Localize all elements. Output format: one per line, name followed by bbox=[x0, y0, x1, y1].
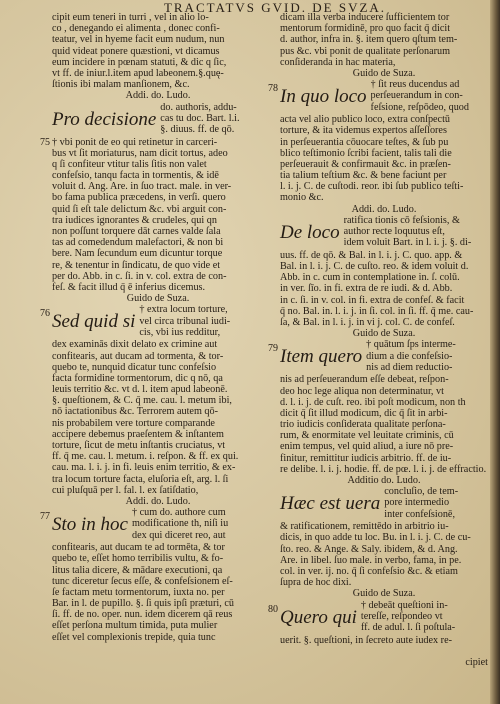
author-heading: Guido de Suza. bbox=[352, 67, 416, 79]
text-line: † ſit reus ducendus ad bbox=[370, 79, 460, 91]
section-78b-opening bbox=[280, 215, 488, 250]
addition-heading: Addi. do. Ludo. bbox=[351, 203, 417, 215]
text-line: ſto. reo. & Ange. & Saly. ibidem, & d. Ang. bbox=[280, 543, 458, 555]
text-line: col. in ver. ij. no. q̄ ſi confeſsio &c. & etiam bbox=[280, 565, 458, 577]
section-78b-caption: De loco bbox=[280, 221, 340, 243]
text-line: in ver. ſīo. in fi. extra de re iudi. & d. Abb. bbox=[280, 283, 453, 295]
text-line: dicit q̄ ſit illud modicum, dic q̄ ſit in arbi- bbox=[280, 407, 448, 419]
text-line: §. queſtionem, & C. q̄ me. cau. l. metum ibi, bbox=[52, 395, 232, 407]
text-line: ff. de adul. l. ſi poſtula- bbox=[360, 621, 456, 633]
text-line: dicam illa verba inducere ſufficientem tor bbox=[280, 12, 450, 23]
text-line: ſupra de hoc dixi. bbox=[280, 577, 352, 589]
text-line: feſ. & facit illud q̄ ē inferius dicemus. bbox=[52, 281, 206, 293]
running-head: TRACTATVS GVID. DE SVZA. bbox=[163, 0, 387, 15]
section-77-caption: Sto in hoc bbox=[52, 514, 128, 536]
text-line: tra locum torture facta, eluſoria eſt, arg. l. ſi bbox=[52, 473, 229, 485]
text-line: perſeuerauit & confirmauit &c. in præſen- bbox=[280, 158, 451, 170]
section-76-caption: Sed quid si bbox=[52, 311, 136, 333]
text-line: blico teſtimonio ſcribi facient, talis tali die bbox=[280, 147, 452, 159]
text-line: per do. Abb. in c. ſi. in v. col. extra de con- bbox=[52, 270, 227, 282]
text-line: tas ad comedendum malefactori, & non bi bbox=[52, 237, 224, 249]
text-line: tia talium teſtium &c. & bene faciunt per bbox=[280, 170, 447, 182]
text-line: co , denegando ei alimenta , donec confi- bbox=[52, 23, 220, 35]
text-line: q̄ no. Bal. in. l. i. j. in ſi. col. in ſi. ff. q̄ me. cau- bbox=[280, 305, 474, 317]
addition-heading: Addi. do. Ludo. bbox=[125, 495, 191, 507]
text-line: † quātum ſps interme- bbox=[366, 339, 456, 351]
text-line: pus &c. vbi ponit de qualitate perſonarum bbox=[280, 45, 451, 57]
margin-number-78: 78 bbox=[268, 83, 278, 95]
section-78-caption: In quo loco bbox=[280, 86, 367, 108]
text-line: l. i. j. C. de cuſtodi. reor. ibi ſub publico teſti- bbox=[280, 181, 464, 193]
text-line: nis probabilem vere torture comparande bbox=[52, 417, 215, 429]
text-line: tra iudices ignorantes & crudeles, qui qn bbox=[52, 214, 217, 226]
text-line: author recte loquutus eſt, bbox=[343, 226, 445, 237]
text-line: eſſet vel complexionis trepide, quia tunc bbox=[52, 631, 216, 643]
text-line: ſe factam metu tormentorum, iuxta no. per bbox=[52, 586, 225, 598]
author-heading: Guido de Suza. bbox=[352, 588, 416, 600]
text-line: re, & tenentur in ſindicatu, de quo vide et bbox=[52, 259, 221, 271]
addition-heading: Additio do. Ludo. bbox=[347, 475, 421, 486]
text-line: ſi. ff. de no. oper. nun. idem dicerem qā reus bbox=[52, 609, 233, 621]
section-79-caption: Item quero bbox=[280, 346, 363, 368]
text-line: nō iactationibus &c. Terrorem autem qō- bbox=[52, 406, 219, 418]
author-heading: Guido de Suza. bbox=[126, 293, 190, 305]
text-line: leuis territio &c. vt d. l. item apud labeonē. bbox=[52, 384, 228, 396]
section-80a-opening bbox=[280, 486, 488, 521]
text-line: conſideranda in hac materia, bbox=[280, 56, 396, 68]
text-line: eſſet perſona multum timida, puta mulier bbox=[52, 620, 218, 632]
left-column bbox=[40, 12, 264, 702]
text-line: † cum do. authore cum bbox=[132, 507, 226, 519]
text-line: in perſeuerantia cōuocare teſtes, & ſub pu bbox=[280, 136, 449, 148]
text-line: concluſio, de tem- bbox=[384, 486, 459, 498]
text-line: idem voluit Bart. in l. i. j. §. di- bbox=[343, 237, 472, 249]
text-line: ratifica tionis cō feſsionis, & bbox=[343, 214, 460, 226]
text-line: nis ad diem reductio- bbox=[366, 361, 453, 373]
text-line: dium a die confeſsio- bbox=[366, 350, 453, 362]
text-line: quid videat ponere quæstioni, vt dicamus bbox=[52, 45, 220, 57]
section-76-opening bbox=[40, 304, 264, 339]
text-line: acta vel alio publico loco, extra conſpectū bbox=[280, 114, 451, 126]
margin-number-80: 80 bbox=[268, 603, 278, 615]
text-line: q ſi confiteur vtitur talis ſitis non valet bbox=[52, 158, 207, 170]
text-line: in c. ſi. in v. col. in fi. extra de confeſ. & facit bbox=[280, 294, 465, 306]
text-line: quebo te, eſſet homo terribilis vultu, & fo- bbox=[52, 553, 224, 565]
text-line: cas tu doc. Bart. l.i. bbox=[160, 112, 240, 124]
text-line: † debeāt queſtioni in- bbox=[360, 599, 448, 611]
text-line: inter confeſsionē, bbox=[384, 508, 455, 520]
right-column bbox=[268, 12, 488, 702]
text-line: cipit eum teneri in turri , vel in alio lo- bbox=[52, 12, 209, 23]
text-line: cau. ma. l. i. j. in fi. leuis enim territio, & ex- bbox=[52, 462, 236, 474]
text-line: dex qui diceret reo, aut bbox=[132, 529, 226, 541]
text-line: torture, & ita videmus expertos aſſeſſores bbox=[280, 125, 447, 137]
text-line: tereſſe, reſpondeo vt bbox=[360, 610, 443, 622]
margin-number-79: 79 bbox=[268, 343, 278, 355]
text-line: feſsione, reſpōdeo, quod bbox=[370, 101, 469, 113]
section-75-opening bbox=[52, 102, 264, 137]
author-heading: Guido de Suza. bbox=[352, 328, 416, 340]
text-line: trio iudicis conſiderata qualitate perſona- bbox=[280, 419, 446, 431]
text-line: finitur, remittitur iudicis arbitrio. ff. de iu- bbox=[280, 452, 452, 464]
section-77-opening bbox=[40, 507, 264, 542]
text-line: §. diuus. ff. de qō. bbox=[160, 123, 235, 135]
section-80-opening bbox=[268, 599, 488, 635]
section-78-opening bbox=[268, 79, 488, 114]
right-top-paragraph bbox=[280, 12, 488, 79]
margin-number-77: 77 bbox=[40, 511, 50, 523]
text-line: mentorum formidinē, pro quo facit q̄ dicit bbox=[280, 23, 451, 35]
margin-number-75: 75 bbox=[40, 136, 50, 148]
text-line: deo hoc lege aliqua non determinatur, vt bbox=[280, 385, 444, 397]
text-line: tunc diceretur ſecus eſſe, & confeſsionem eſ- bbox=[52, 575, 233, 587]
text-line: † vbi ponit de eo qui retinetur in carceri- bbox=[52, 136, 218, 148]
text-line: non poſſunt torquere dāt carnes valde ſala bbox=[52, 226, 221, 237]
addition-heading: Addi. do. Ludo. bbox=[125, 90, 191, 102]
text-line: d. l. i. j. de cuſt. reo. ibi poſt modicum, non th bbox=[280, 396, 466, 408]
text-line: bere. Nam ſecundum eum dicuntur torque bbox=[52, 248, 223, 260]
margin-number-76: 76 bbox=[40, 308, 50, 320]
text-line: ſtionis ibi malam manſionem, &c. bbox=[52, 79, 190, 91]
text-line: enim tempus, vel quid aliud, a iure nō pre- bbox=[280, 441, 454, 453]
text-line: ff. q̄ me. cau. l. metum. i. reſpon. & ff. ex qui. bbox=[52, 451, 239, 463]
text-line: torture, ſicut de metu inſtantis cruciatus, vt bbox=[52, 440, 226, 451]
text-line: Are. in libel. ſuo male. in verbo, fama, in pe. bbox=[280, 554, 462, 566]
text-line: accipere debemus praeſentem & inſtantem bbox=[52, 428, 224, 440]
text-line: dicis, in quo adde tu loc. Bu. in l. i. j. C. de cu- bbox=[280, 532, 471, 544]
text-line bbox=[280, 646, 488, 657]
section-75-caption: Pro decisione bbox=[52, 108, 157, 130]
section-80-caption: Quero qui bbox=[280, 606, 357, 628]
text-line: litus talia dicere, & mādare executioni, qa bbox=[52, 564, 223, 576]
text-line: ſa, & Bal. in l. i. j. in vi j. col. C. de confeſ. bbox=[280, 316, 455, 328]
text-line: voluit d. Ang. Are. in ſuo tract. male. in ver- bbox=[52, 181, 232, 193]
text-line: & ratificationem, remittēdo in arbitrio iu- bbox=[280, 521, 449, 533]
text-line: modificatione th, niſi iu bbox=[132, 518, 229, 530]
text-line: vt ff. de iniur.l.item apud labeonem.§.quę- bbox=[52, 67, 224, 79]
text-line: confeſsio, tanqu facta in tormentis, & idē bbox=[52, 170, 219, 182]
text-line: facta formidine tormentorum, dic q nō, qa bbox=[52, 372, 223, 384]
text-line: † extra locum torture, bbox=[139, 304, 228, 316]
text-line: bus vt ſit moriaturus, nam dicit tortus, adeo bbox=[52, 147, 228, 159]
text-line: confitearis, aut ducam te ad tormēta, & tor bbox=[52, 542, 225, 554]
text-line: Abb. in c. cum in contemplatione in. ſ. colū. bbox=[280, 272, 460, 284]
text-line: confitearis, aut ducam ad tormenta, & tor- bbox=[52, 350, 224, 362]
text-line: eum incidere in pœnam statuti, & dic q ſic, bbox=[52, 56, 227, 68]
text-line: d. author, infra in. §. item quero qſtum tem- bbox=[280, 34, 458, 46]
text-line: monio &c. bbox=[280, 192, 324, 204]
left-top-paragraph bbox=[52, 12, 264, 102]
section-80a-caption: Hæc est uera bbox=[280, 493, 381, 515]
text-line: quebo te, nunquid dicatur tunc confeſsio bbox=[52, 361, 217, 373]
text-line: perſeuerandum in con- bbox=[370, 90, 463, 102]
text-line: bo fama publica præcedens, in verſi. quero bbox=[52, 192, 226, 204]
text-line: Bar. in l. de pupillo. §. ſi quis ipſi præturi, cū bbox=[52, 598, 234, 610]
text-line: teatur, vel in hyeme facit eum nudum, nun bbox=[52, 34, 225, 46]
text-line: pore intermedio bbox=[384, 497, 450, 509]
text-line: do. authoris, addu- bbox=[160, 101, 237, 113]
catchword: cipiet bbox=[465, 656, 488, 668]
text-line: rum, & enormitate vel leuitate criminis, cū bbox=[280, 430, 454, 442]
text-line: quid ſi eſt tale delictum &c. vbi arguit con- bbox=[52, 203, 227, 215]
text-line: uus. ff. de qō. & Bal. in l. i. j. C. quo. app. & bbox=[280, 249, 463, 261]
text-line: re delibe. l. i. j. hodie. ff. de pœ. l. i. j. de effractio. bbox=[280, 463, 487, 475]
text-line: dex examinās dixit delato ex crimine aut bbox=[52, 339, 218, 351]
text-line: vel circa tribunal iudi- bbox=[139, 315, 231, 327]
text-line: cui pluſquā per l. fal. l. ex ſatiſdatio, bbox=[52, 484, 199, 496]
page-gutter-shadow bbox=[490, 0, 500, 704]
text-line: nis ad perſeuerandum eſſe debeat, reſpon- bbox=[280, 374, 449, 386]
section-79-opening bbox=[268, 339, 488, 374]
text-line: cis, vbi ius redditur, bbox=[139, 326, 221, 338]
text-line: uerit. §. queſtioni, in ſecreto aute iudex re- bbox=[280, 634, 452, 646]
text-line: Bal. in l. i. j. C. de cuſto. reo. & idem voluit d. bbox=[280, 261, 469, 272]
